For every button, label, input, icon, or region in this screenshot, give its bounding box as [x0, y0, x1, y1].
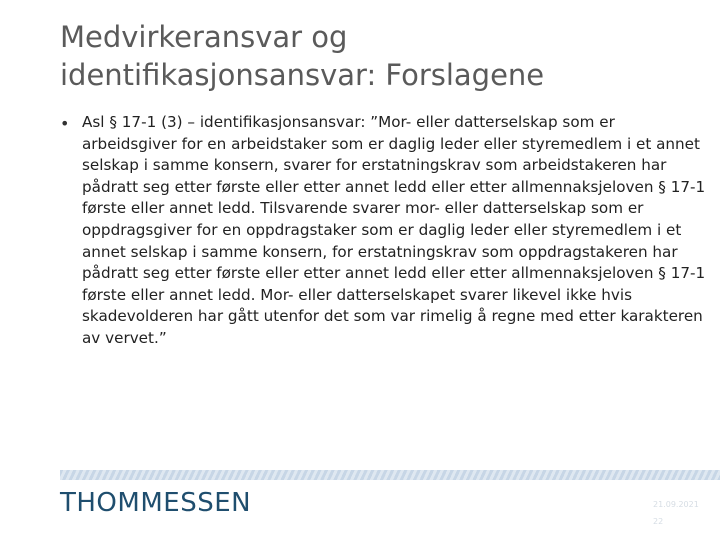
- bullet-marker: •: [60, 114, 70, 133]
- footer-decorative-band: [60, 470, 720, 480]
- page-number: 22: [653, 517, 664, 526]
- bullet-item-text: Asl § 17-1 (3) – identifikasjonsansvar: ”Mor- eller datterselskap som er arbeidsgiver for en arbeidstaker som er daglig leder eller styremedlem i et annet selskap i samme konsern, svarer for erstatningskrav som arbeidstakeren har pådratt seg etter første eller etter annet ledd eller etter allmennaksjeloven § 17-1 første eller annet ledd. Tilsvarende svarer mor- eller datterselskap som er oppdragsgiver for en oppdragstaker som er daglig leder eller styremedlem i et annet selskap i samme konsern, for erstatningskrav som oppdragstakeren har pådratt seg etter første eller etter annet ledd eller etter allmennaksjeloven § 17-1 første eller annet ledd. Mor- eller datterselskapet svarer likevel ikke hvis skadevolderen har gått utenfor det som var rimelig å regne med etter karakteren av vervet.”: [82, 113, 706, 347]
- footer-date: 21.09.2021: [653, 500, 699, 509]
- slide-title: [60, 18, 700, 94]
- title-line-1: Medvirkeransvar og: [60, 20, 348, 54]
- thommessen-logo: THOMMESSEN: [60, 488, 252, 518]
- title-line-2: identifikasjonsansvar: Forslagene: [60, 58, 545, 92]
- bullet-list: [60, 112, 710, 350]
